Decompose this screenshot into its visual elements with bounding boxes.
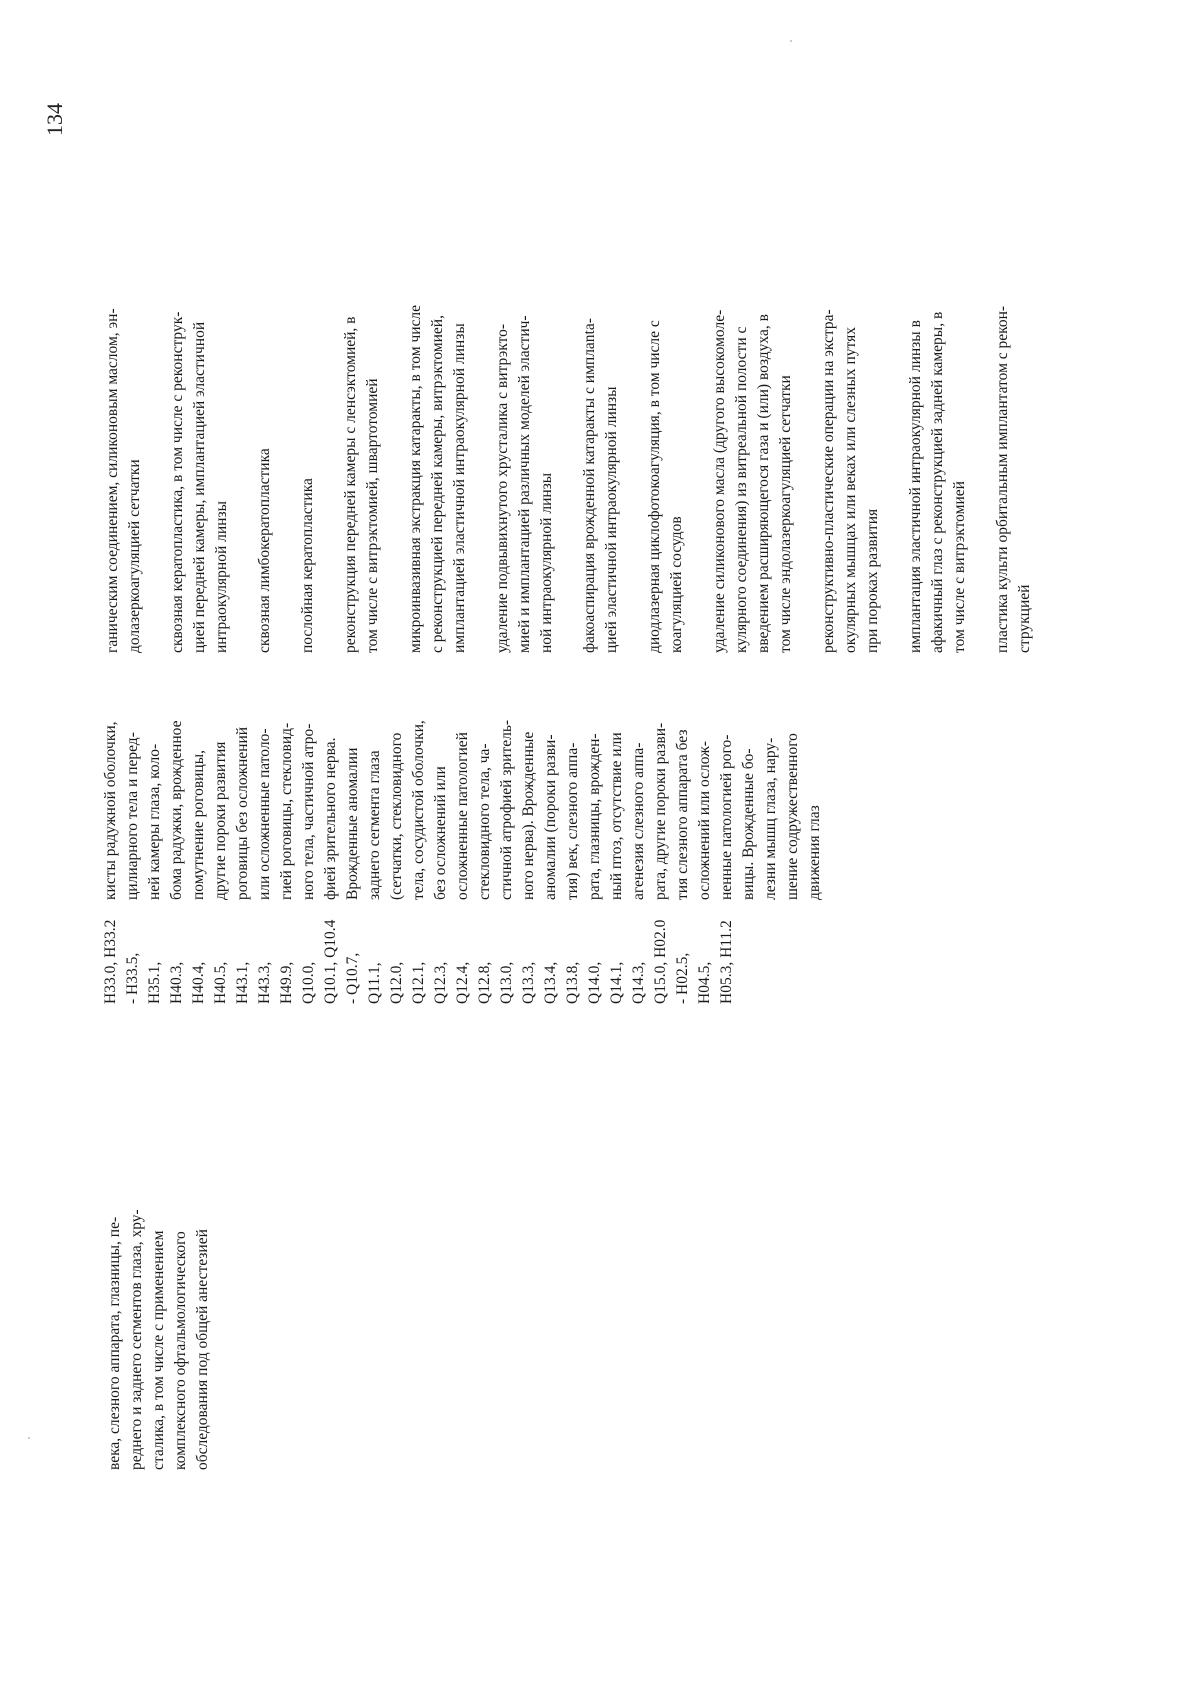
patient-model-line: гией роговицы, стекловид- bbox=[278, 722, 295, 900]
treatment-method-line: пластика культи орбитальным имплантатом с рекон- bbox=[994, 305, 1011, 653]
patient-model-line: без осложнений или bbox=[432, 766, 449, 900]
diagnosis-code-line: H35.1, bbox=[146, 961, 163, 1004]
patient-model-line: (сетчатки, стекловидного bbox=[388, 732, 405, 900]
model-column bbox=[100, 720, 826, 900]
diagnosis-code-line: H05.3, H11.2 bbox=[718, 920, 735, 1004]
patient-model-line: агенезия слезного аппа- bbox=[630, 742, 647, 900]
diagnosis-code-line: Q13.0, bbox=[498, 961, 515, 1004]
treatment-method-line: струкцией bbox=[1016, 584, 1033, 653]
treatment-method-line: сквозная кератопластика, в том числе с реконструк- bbox=[169, 311, 186, 653]
diagnosis-code-line: Q14.3, bbox=[630, 961, 647, 1004]
treatment-method-line: цией эластичной интраокулярной линзы bbox=[603, 386, 620, 653]
treatment-method bbox=[818, 305, 884, 653]
page-number: 134 bbox=[42, 103, 67, 136]
patient-model-line: осложнений или ослож- bbox=[696, 741, 713, 900]
patient-model-line: ненные патологией рого- bbox=[718, 734, 735, 900]
diagnosis-code-line: H40.5, bbox=[212, 961, 229, 1004]
treatment-method-line: реконструкция передней камеры с ленсэктомией, в bbox=[342, 316, 359, 653]
description-column bbox=[104, 1209, 214, 1470]
diagnosis-code-line: Q13.4, bbox=[542, 961, 559, 1004]
diagnosis-code-line: H33.0, H33.2 bbox=[102, 919, 119, 1004]
treatment-method-line: том числе с витрэктомией bbox=[951, 481, 968, 653]
patient-model-line: другие пороки развития bbox=[212, 741, 229, 900]
treatment-method-line: том числе эндолазеркоагуляцией сетчатки bbox=[777, 375, 794, 653]
treatment-method bbox=[992, 305, 1036, 653]
patient-model-line: ней камеры глаза, коло- bbox=[146, 743, 163, 900]
patient-model-line: аномалии (пороки разви- bbox=[542, 734, 559, 900]
diagnosis-code-line: H49.9, bbox=[278, 961, 295, 1004]
diagnosis-code-line: Q12.0, bbox=[388, 961, 405, 1004]
diagnosis-code-line: Q11.1, bbox=[366, 962, 383, 1004]
diagnosis-code-line: Q13.3, bbox=[520, 961, 537, 1004]
diagnosis-code-line: Q12.8, bbox=[476, 961, 493, 1004]
patient-model-line: заднего сегмента глаза bbox=[366, 750, 383, 900]
patient-model-line: тела, сосудистой оболочки, bbox=[410, 720, 427, 900]
treatment-method bbox=[102, 305, 146, 653]
treatment-method-line: том числе с витрэктомией, швартотомией bbox=[364, 378, 381, 653]
scan-speck bbox=[28, 1437, 30, 1439]
patient-model-line: шение содружественного bbox=[784, 733, 801, 900]
treatment-method-line: долазеркоагуляцией сетчатки bbox=[126, 459, 143, 653]
codes-column bbox=[100, 920, 738, 1004]
patient-model-line: тия слезного аппарата без bbox=[674, 729, 691, 900]
treatment-method bbox=[254, 305, 276, 653]
treatment-method-line: с реконструкцией передней камеры, витрэктомией, bbox=[429, 315, 446, 653]
description-line: обследования под общей анестезией bbox=[194, 1229, 211, 1470]
scan-speck bbox=[790, 40, 792, 42]
patient-model-line: стичной атрофией зритель- bbox=[498, 719, 515, 900]
diagnosis-code-line: Q15.0, H02.0 bbox=[652, 919, 669, 1004]
patient-model-line: бома радужки, врожденное bbox=[168, 720, 185, 900]
treatment-method-line: коагуляцией сосудов bbox=[668, 516, 685, 653]
treatment-method-line: диодлазерная циклофотокоагуляция, в том числе с bbox=[646, 320, 663, 653]
diagnosis-code-line: - Q10.7, bbox=[344, 952, 361, 1004]
patient-model-line: фией зрительного нерва. bbox=[322, 737, 339, 900]
patient-model-line: рата, другие пороки разви- bbox=[652, 722, 669, 900]
treatment-method-line: сквозная лимбокератопластика bbox=[256, 448, 273, 653]
treatment-methods-column bbox=[102, 305, 1036, 653]
patient-model-line: тия) век, слезного аппа- bbox=[564, 742, 581, 900]
treatment-method-line: при пороках развития bbox=[864, 508, 881, 653]
diagnosis-code-line: Q14.0, bbox=[586, 961, 603, 1004]
treatment-method bbox=[340, 305, 384, 653]
patient-model-line: рата, глазницы, врожден- bbox=[586, 733, 603, 900]
diagnosis-code-line: H40.4, bbox=[190, 961, 207, 1004]
treatment-method-line: послойная кератопластика bbox=[299, 478, 316, 653]
patient-model-line: ного нерва). Врожденные bbox=[520, 731, 537, 900]
diagnosis-code-line: Q12.3, bbox=[432, 961, 449, 1004]
diagnosis-code-line: H43.3, bbox=[256, 961, 273, 1004]
diagnosis-code-line: H04.5, bbox=[696, 961, 713, 1004]
patient-model-line: или осложненные патоло- bbox=[256, 728, 273, 900]
diagnosis-code-line: - H33.5, bbox=[124, 952, 141, 1004]
treatment-method-line: имплантация эластичной интраокулярной линзы в bbox=[907, 320, 924, 653]
diagnosis-code-line: H40.3, bbox=[168, 961, 185, 1004]
description-line: реднего и заднего сегментов глаза, хру- bbox=[128, 1209, 145, 1470]
description-line: сталика, в том числе с применением bbox=[150, 1230, 167, 1470]
diagnosis-code-line: H43.1, bbox=[234, 961, 251, 1004]
patient-model-line: движения глаз bbox=[806, 805, 823, 900]
patient-model-line: ный птоз, отсутствие или bbox=[608, 732, 625, 900]
treatment-method bbox=[579, 305, 623, 653]
treatment-method-line: интраокулярной линзы bbox=[213, 500, 230, 653]
description-line: комплексного офтальмологического bbox=[172, 1231, 189, 1470]
treatment-method-line: введением расширяющегося газа и (или) воздуха, в bbox=[755, 314, 772, 653]
patient-model-line: цилиарного тела и перед- bbox=[124, 732, 141, 900]
treatment-method-line: факоаспирация врожденной катаракты с имплanta- bbox=[581, 318, 598, 653]
patient-model-line: стекловидного тела, ча- bbox=[476, 743, 493, 900]
treatment-method-line: ной интраокулярной линзы bbox=[538, 472, 555, 653]
treatment-method-line: афакичный глаз с реконструкцией задней камеры, в bbox=[929, 311, 946, 653]
treatment-method-line: имплантацией эластичной интраокулярной линзы bbox=[451, 323, 468, 653]
patient-model-line: Врожденные аномалии bbox=[344, 747, 361, 900]
treatment-method bbox=[297, 305, 319, 653]
treatment-method bbox=[709, 305, 797, 653]
diagnosis-code-line: Q14.1, bbox=[608, 961, 625, 1004]
patient-model-line: осложненные патологией bbox=[454, 732, 471, 900]
patient-model-line: лезни мышц глаза, нару- bbox=[762, 737, 779, 900]
treatment-method bbox=[167, 305, 233, 653]
treatment-method-line: мией и имплантацией различных моделей эластич- bbox=[516, 315, 533, 653]
patient-model-line: ного тела, частичной атро- bbox=[300, 723, 317, 900]
treatment-method-line: удаление подвывихнутого хрусталика с витрэкто- bbox=[494, 323, 511, 653]
patient-model-line: роговицы без осложнений bbox=[234, 726, 251, 900]
treatment-method bbox=[644, 305, 688, 653]
diagnosis-code-line: Q12.1, bbox=[410, 961, 427, 1004]
treatment-method-line: окулярных мышцах или веках или слезных путях bbox=[842, 327, 859, 653]
diagnosis-code-line: Q13.8, bbox=[564, 961, 581, 1004]
patient-model-line: вицы. Врожденные бо- bbox=[740, 748, 757, 900]
treatment-method bbox=[405, 305, 471, 653]
diagnosis-code-line: - H02.5, bbox=[674, 952, 691, 1004]
diagnosis-code-line: Q10.1, Q10.4 bbox=[322, 919, 339, 1004]
treatment-method bbox=[905, 305, 971, 653]
treatment-method-line: реконструктивно-пластические операции на экстра- bbox=[820, 309, 837, 653]
diagnosis-code-line: Q10.0, bbox=[300, 961, 317, 1004]
patient-model-line: кисты радужной оболочки, bbox=[102, 721, 119, 900]
patient-model-line: помутнение роговицы, bbox=[190, 749, 207, 900]
treatment-method-line: микроинвазивная экстракция катаракты, в том числе bbox=[407, 304, 424, 653]
treatment-method-line: ганическим соединением, силиконовым маслом, эн- bbox=[104, 308, 121, 653]
diagnosis-code-line: Q12.4, bbox=[454, 961, 471, 1004]
treatment-method-line: кулярного соединения) из витреальной полости с bbox=[733, 326, 750, 653]
treatment-method bbox=[492, 305, 558, 653]
description-line: века, слезного аппарата, глазницы, пе- bbox=[106, 1216, 123, 1470]
treatment-method-line: удаление силиконового масла (другого высокомоле- bbox=[711, 309, 728, 653]
treatment-method-line: цией передней камеры, имплантацией эластичной bbox=[191, 321, 208, 653]
